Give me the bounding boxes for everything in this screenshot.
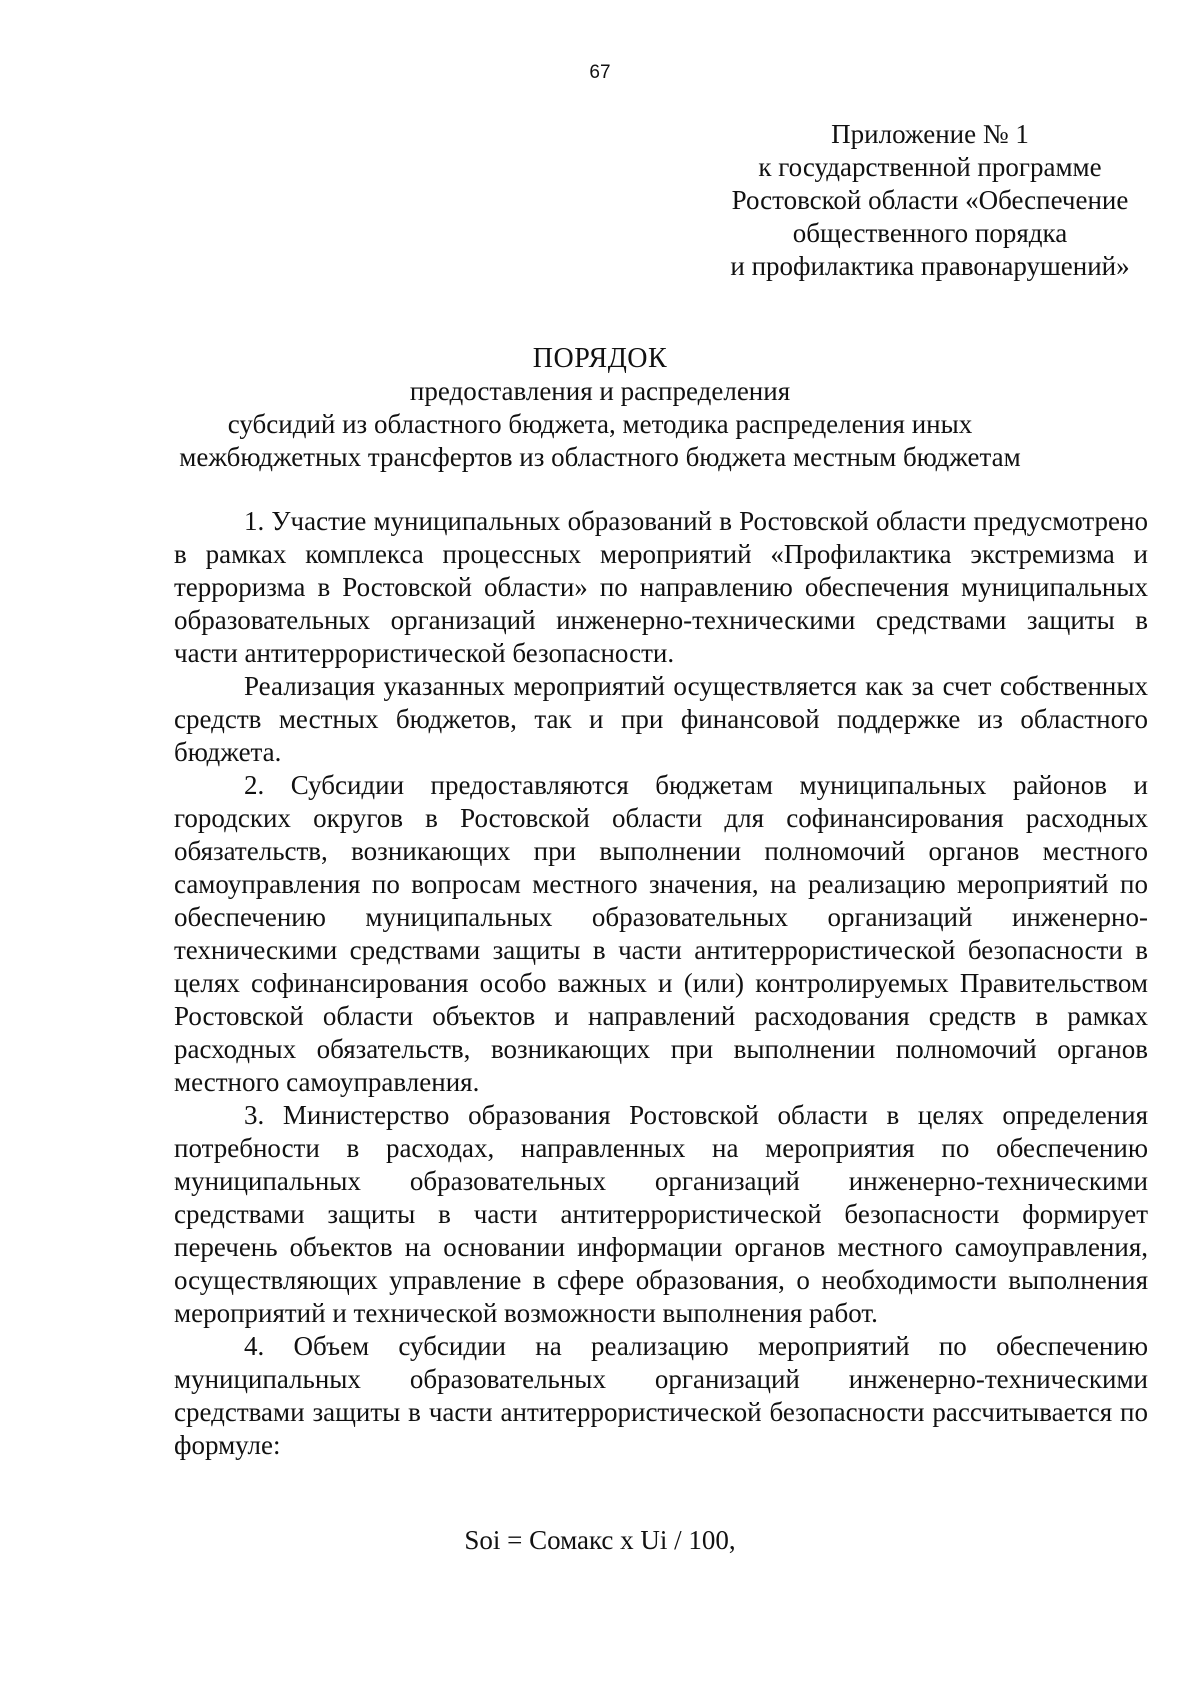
appendix-line: общественного порядка	[792, 218, 1068, 248]
appendix-line: и профилактика правонарушений»	[730, 251, 1130, 281]
appendix-line: Ростовской области «Обеспечение	[731, 185, 1129, 215]
page-number: 67	[589, 62, 611, 83]
paragraph-3: 3. Министерство образования Ростовской области в целях определения потребности в расходах, направленных на мероприятия по обеспечению муниципальных образовательных организаций инженерно-техническими средствами защиты в части антитеррористической безопасности формирует перечень объектов на основании информации органов местного самоуправления, осуществляющих управление в сфере образования, о необходимости выполнения мероприятий и технической возможности выполнения работ.	[174, 1100, 1148, 1328]
paragraph-2: 2. Субсидии предоставляются бюджетам муниципальных районов и городских округов в Ростовской области для софинансирования расходных обязательств, возникающих при выполнении полномочий органов местного самоуправления по вопросам местного значения, на реализацию мероприятий по обеспечению муниципальных образовательных организаций инженерно-техническими средствами защиты в части антитеррористической безопасности в целях софинансирования особо важных и (или) контролируемых Правительством Ростовской области объектов и направлений расходования средств в рамках расходных обязательств, возникающих при выполнении полномочий органов местного самоуправления.	[174, 770, 1148, 1097]
paragraph-1: 1. Участие муниципальных образований в Ростовской области предусмотрено в рамках комплекса процессных мероприятий «Профилактика экстремизма и терроризма в Ростовской области» по направлению обеспечения муниципальных образовательных организаций инженерно-техническими средствами защиты в части антитеррористической безопасности.	[174, 506, 1148, 668]
document-title-block	[0, 342, 1200, 474]
document-body	[174, 505, 1148, 1462]
paragraph-4: 4. Объем субсидии на реализацию мероприятий по обеспечению муниципальных образовательных организаций инженерно-техническими средствами защиты в части антитеррористической безопасности рассчитывается по формуле:	[174, 1331, 1148, 1460]
appendix-header	[690, 118, 1170, 283]
document-title: ПОРЯДОК	[532, 343, 668, 374]
document-subtitle-line: предоставления и распределения	[409, 376, 791, 406]
document-subtitle-line: субсидий из областного бюджета, методика распределения иных	[227, 409, 973, 439]
appendix-line: к государственной программе	[758, 152, 1102, 182]
appendix-line: Приложение № 1	[831, 119, 1029, 149]
paragraph-1-continued: Реализация указанных мероприятий осуществляется как за счет собственных средств местных бюджетов, так и при финансовой поддержке из областного бюджета.	[174, 671, 1148, 767]
document-subtitle-line: межбюджетных трансфертов из областного бюджета местным бюджетам	[179, 442, 1021, 472]
formula: Soi = Сомакс x Ui / 100,	[464, 1525, 736, 1555]
